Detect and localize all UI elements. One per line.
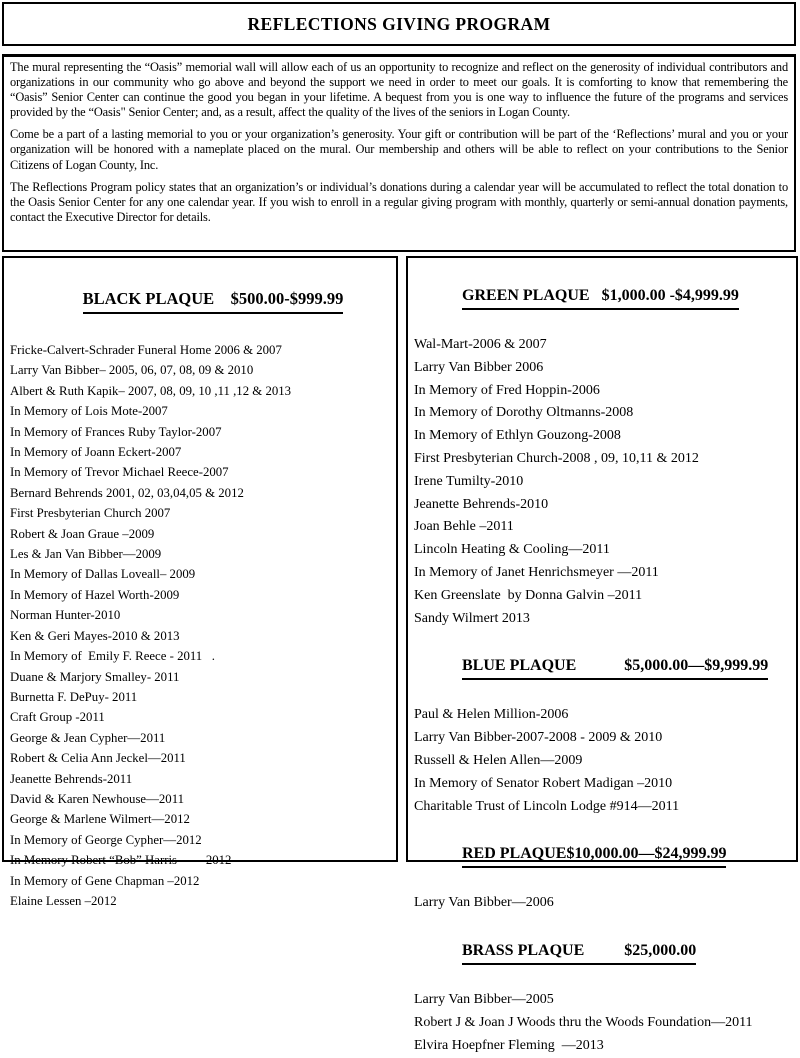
plaque-heading-text: RED PLAQUE$10,000.00—$24,999.99 xyxy=(462,842,726,868)
donor-entry: In Memory of Senator Robert Madigan –2010 xyxy=(414,775,673,791)
donor-entry: In Memory of Frances Ruby Taylor-2007 xyxy=(10,424,222,439)
donor-entry: Robert & Celia Ann Jeckel—2011 xyxy=(10,751,186,766)
donor-entry: In Memory of Gene Chapman –2012 xyxy=(10,873,200,888)
donor-entry: In Memory of Trevor Michael Reece-2007 xyxy=(10,465,229,480)
donor-entry: Elaine Lessen –2012 xyxy=(10,893,117,908)
donor-entry: Robert J & Joan J Woods thru the Woods Foundation—2011 xyxy=(414,1014,753,1030)
plaque-list xyxy=(414,704,792,818)
donor-entry: Craft Group -2011 xyxy=(10,710,105,725)
plaque-levels-panel xyxy=(406,256,798,1053)
donor-entry: Larry Van Bibber– 2005, 06, 07, 08, 09 & 2010 xyxy=(10,363,254,378)
black-plaque-list xyxy=(10,340,392,911)
donor-entry: Russell & Helen Allen—2009 xyxy=(414,752,583,768)
donor-entry: Jeanette Behrends-2011 xyxy=(10,771,133,786)
donor-entry: In Memory of Emily F. Reece - 2011 . xyxy=(10,649,215,664)
donor-entry: Albert & Ruth Kapik– 2007, 08, 09, 10 ,11 ,12 & 2013 xyxy=(10,383,292,398)
plaque-heading xyxy=(414,260,792,334)
donor-entry: In Memory of Hazel Worth-2009 xyxy=(10,587,180,602)
donor-entry: Joan Behle –2011 xyxy=(414,519,514,535)
donor-entry: Paul & Helen Million-2006 xyxy=(414,707,569,723)
donor-entry: Lincoln Heating & Cooling—2011 xyxy=(414,542,610,558)
donor-entry: In Memory of Joann Eckert-2007 xyxy=(10,445,182,460)
intro-box xyxy=(2,54,796,252)
donor-entry: Sandy Wilmert 2013 xyxy=(414,610,530,626)
donor-entry: Ken Greenslate by Donna Galvin –2011 xyxy=(414,587,643,603)
donor-entry: Larry Van Bibber—2005 xyxy=(414,992,554,1008)
intro-paragraph-1: The mural representing the “Oasis” memorial wall will allow each of us an opportunity to recognize and reflect on the generosity of individual contributors and organizations in our community who go above and beyond the support we need in order to meet our goals. It is comforting to know that remembering the “Oasis” Senior Center can continue the good you began in your lifetime. A bequest from you is one way to influence the future of the programs and services provided by the “Oasis" Senior Center; and, as a result, affect the quality of the lives of the seniors in Logan County. xyxy=(10,60,788,120)
plaque-heading-text: BRASS PLAQUE $25,000.00 xyxy=(462,939,696,965)
plaque-heading xyxy=(414,818,792,892)
donor-entry: George & Marlene Wilmert—2012 xyxy=(10,812,190,827)
plaque-list xyxy=(414,334,792,630)
donor-entry: Larry Van Bibber-2007-2008 - 2009 & 2010 xyxy=(414,730,663,746)
plaque-sections xyxy=(414,260,792,1058)
intro-paragraph-2: Come be a part of a lasting memorial to you or your organization’s generosity. Your gift or contribution will be part of the ‘Reflections’ mural and you or your organization will be honored with a nameplate placed on the mural. Our membership and others will be able to reflect on your contributions to the Senior Citizens of Logan County, Inc. xyxy=(10,127,788,172)
plaque-heading-text: BLUE PLAQUE $5,000.00—$9,999.99 xyxy=(462,654,768,680)
plaque-section xyxy=(414,818,792,915)
donor-entry: Robert & Joan Graue –2009 xyxy=(10,526,155,541)
plaque-heading xyxy=(414,630,792,704)
donor-entry: Larry Van Bibber 2006 xyxy=(414,359,544,375)
donor-entry: Wal-Mart-2006 & 2007 xyxy=(414,337,547,352)
donor-entry: First Presbyterian Church-2008 , 09, 10,11 & 2012 xyxy=(414,450,699,466)
plaque-section xyxy=(414,630,792,818)
intro-paragraph-3: The Reflections Program policy states that an organization’s or individual’s donations during a calendar year will be accumulated to reflect the total donation to the Oasis Senior Center for any one calendar year. If you wish to enroll in a regular giving program with monthly, quarterly or semi-annual donation payments, contact the Executive Director for details. xyxy=(10,179,788,224)
donor-entry: Bernard Behrends 2001, 02, 03,04,05 & 2012 xyxy=(10,485,244,500)
plaque-list xyxy=(414,892,792,915)
donor-entry: Norman Hunter-2010 xyxy=(10,608,121,623)
donor-entry: Charitable Trust of Lincoln Lodge #914—2011 xyxy=(414,798,680,814)
donor-entry: Fricke-Calvert-Schrader Funeral Home 2006 & 2007 xyxy=(10,343,282,357)
donor-entry: In Memory Robert “Bob” Harris ——2012 xyxy=(10,853,232,868)
plaque-section xyxy=(414,915,792,1057)
page-title: REFLECTIONS GIVING PROGRAM xyxy=(247,13,551,34)
black-plaque-heading xyxy=(10,260,392,340)
black-plaque-panel xyxy=(2,256,398,908)
donor-entry: Les & Jan Van Bibber—2009 xyxy=(10,547,162,562)
plaque-heading xyxy=(414,915,792,989)
donor-entry: George & Jean Cypher—2011 xyxy=(10,730,166,745)
donor-entry: First Presbyterian Church 2007 xyxy=(10,506,171,521)
black-plaque-heading-text: BLACK PLAQUE $500.00-$999.99 xyxy=(83,286,344,314)
donor-entry: Duane & Marjory Smalley- 2011 xyxy=(10,669,180,684)
donor-entry: In Memory of Ethlyn Gouzong-2008 xyxy=(414,428,621,444)
donor-entry: In Memory of Dallas Loveall– 2009 xyxy=(10,567,196,582)
donor-entry: In Memory of Janet Henrichsmeyer —2011 xyxy=(414,564,659,580)
donor-entry: In Memory of Fred Hoppin-2006 xyxy=(414,382,600,398)
donor-entry: Burnetta F. DePuy- 2011 xyxy=(10,689,138,704)
donor-entry: Irene Tumilty-2010 xyxy=(414,473,524,489)
donor-entry: In Memory of Lois Mote-2007 xyxy=(10,404,168,419)
plaque-section xyxy=(414,260,792,630)
plaque-list xyxy=(414,989,792,1057)
donor-entry: Ken & Geri Mayes-2010 & 2013 xyxy=(10,628,180,643)
donor-entry: Larry Van Bibber—2006 xyxy=(414,895,554,911)
donor-entry: Elvira Hoepfner Fleming —2013 xyxy=(414,1037,604,1053)
plaque-heading-text: GREEN PLAQUE $1,000.00 -$4,999.99 xyxy=(462,284,739,310)
donor-entry: David & Karen Newhouse—2011 xyxy=(10,791,185,806)
donor-entry: In Memory of George Cypher—2012 xyxy=(10,832,202,847)
title-box xyxy=(2,2,796,46)
donor-entry: In Memory of Dorothy Oltmanns-2008 xyxy=(414,405,634,421)
donor-entry: Jeanette Behrends-2010 xyxy=(414,496,549,512)
